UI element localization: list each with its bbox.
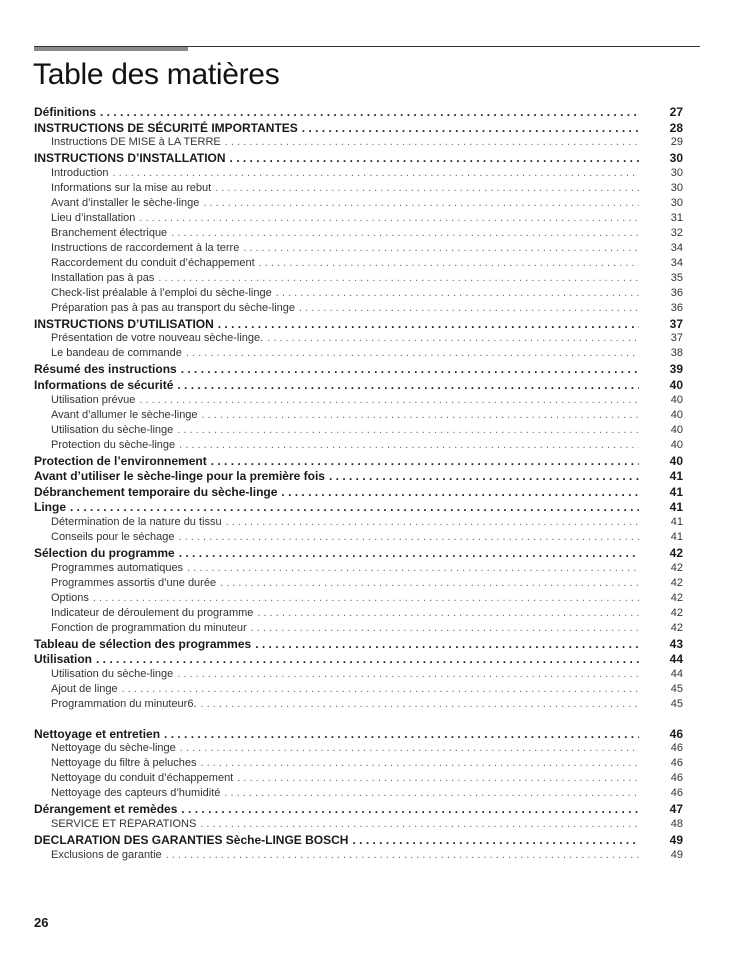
toc-entry-page: 48 (670, 817, 683, 830)
toc-entry-label: Installation pas à pas (51, 271, 155, 284)
toc-entry-page: 47 (669, 802, 683, 817)
toc-entry-label: Avant d’allumer le sèche-linge (51, 408, 198, 421)
toc-entry-page: 31 (670, 211, 683, 224)
toc-entry-page: 41 (669, 500, 683, 515)
toc-entry-page: 41 (670, 530, 683, 543)
toc-entry-page: 40 (670, 438, 683, 451)
dot-leader (255, 637, 639, 651)
dot-leader (201, 757, 639, 769)
toc-subsection-entry[interactable] (34, 516, 683, 531)
toc-entry-page: 30 (670, 181, 683, 194)
dot-leader (201, 698, 639, 710)
toc-entry-label: Nettoyage des capteurs d’humidité (51, 787, 221, 800)
toc-subsection-entry[interactable] (34, 409, 683, 424)
dot-leader (186, 347, 639, 359)
toc-entry-label: Ajout de linge (51, 682, 118, 695)
dot-leader (70, 500, 639, 514)
dot-leader (171, 227, 639, 239)
toc-subsection-entry[interactable] (34, 818, 683, 833)
dot-leader (257, 607, 639, 619)
toc-entry-page: 32 (670, 226, 683, 239)
toc-entry-label: Utilisation du sèche-linge (51, 423, 174, 436)
toc-section-entry[interactable] (34, 485, 683, 501)
toc-entry-page: 46 (669, 726, 683, 741)
toc-entry-label: DECLARATION DES GARANTIES Sèche-LINGE BOSCH (34, 832, 349, 847)
dot-leader (329, 469, 639, 483)
toc-subsection-entry[interactable] (34, 167, 683, 182)
toc-entry-label: Fonction de programmation du minuteur (51, 621, 247, 634)
toc-subsection-entry[interactable] (34, 439, 683, 454)
toc-entry-label: Options (51, 591, 89, 604)
toc-subsection-entry[interactable] (34, 272, 683, 287)
toc-entry-page: 49 (670, 848, 683, 861)
toc-entry-page: 30 (670, 196, 683, 209)
dot-leader (139, 212, 639, 224)
dot-leader (122, 683, 639, 695)
toc-entry-label: INSTRUCTIONS DE SÉCURITÉ IMPORTANTES (34, 120, 298, 135)
dot-leader (164, 727, 639, 741)
toc-entry-page: 42 (670, 576, 683, 589)
toc-entry-label: INSTRUCTIONS D’UTILISATION (34, 316, 214, 331)
dot-leader (202, 409, 639, 421)
toc-entry-label: SERVICE ET RÉPARATIONS (51, 817, 197, 830)
dot-leader (215, 182, 639, 194)
toc-section-entry[interactable] (34, 637, 683, 653)
toc-entry-page: 44 (669, 652, 683, 667)
dot-leader (302, 121, 639, 135)
toc-entry-page: 41 (669, 469, 683, 484)
toc-entry-page: 39 (669, 362, 683, 377)
toc-entry-label: Instructions DE MISE à LA TERRE (51, 136, 221, 149)
dot-leader (243, 242, 639, 254)
toc-entry-label: Linge (34, 500, 66, 515)
toc-entry-page: 41 (669, 484, 683, 499)
toc-entry-page: 34 (670, 241, 683, 254)
toc-subsection-entry[interactable] (34, 212, 683, 227)
dot-leader (276, 287, 639, 299)
dot-leader (180, 742, 639, 754)
dot-leader (200, 818, 639, 830)
toc-subsection-entry[interactable] (34, 757, 683, 772)
toc-subsection-entry[interactable] (34, 394, 683, 409)
dot-leader (112, 167, 639, 179)
dot-leader (187, 562, 639, 574)
toc-entry-page: 46 (670, 757, 683, 770)
dot-leader (179, 439, 639, 451)
toc-entry-label: Informations de sécurité (34, 377, 174, 392)
toc-subsection-entry[interactable] (34, 257, 683, 272)
toc-entry-label: Nettoyage du filtre à peluches (51, 757, 197, 770)
toc-entry-page: 35 (670, 271, 683, 284)
toc-entry-label: Résumé des instructions (34, 362, 177, 377)
toc-entry-label: Sélection du programme (34, 545, 175, 560)
toc-section-entry[interactable] (34, 546, 683, 562)
toc-subsection-entry[interactable] (34, 347, 683, 362)
toc-entry-label: Raccordement du conduit d’échappement (51, 256, 255, 269)
toc-entry-page: 29 (670, 136, 683, 149)
toc-entry-label: Préparation pas à pas au transport du sèche-linge (51, 301, 295, 314)
toc-subsection-entry[interactable] (34, 577, 683, 592)
toc-subsection-entry[interactable] (34, 531, 683, 546)
toc-section-entry[interactable] (34, 469, 683, 485)
toc-section-entry[interactable] (34, 378, 683, 394)
toc-section-entry[interactable] (34, 454, 683, 470)
toc-spacer (34, 713, 683, 727)
toc-entry-label: Programmation du minuteur6. (51, 697, 197, 710)
toc-entry-page: 49 (669, 832, 683, 847)
toc-subsection-entry[interactable] (34, 287, 683, 302)
toc-entry-label: Conseils pour le séchage (51, 530, 175, 543)
toc-entry-page: 42 (670, 591, 683, 604)
toc-section-entry[interactable] (34, 362, 683, 378)
toc-section-entry[interactable] (34, 833, 683, 849)
toc-subsection-entry[interactable] (34, 849, 683, 864)
toc-entry-page: 42 (670, 621, 683, 634)
toc-entry-label: Détermination de la nature du tissu (51, 515, 222, 528)
toc-entry-page: 46 (670, 772, 683, 785)
dot-leader (259, 257, 639, 269)
dot-leader (224, 787, 639, 799)
dot-leader (230, 151, 639, 165)
toc-entry-page: 30 (669, 151, 683, 166)
toc-entry-label: Nettoyage du sèche-linge (51, 742, 176, 755)
dot-leader (166, 849, 639, 861)
dot-leader (96, 652, 639, 666)
toc-entry-label: Lieu d’installation (51, 211, 136, 224)
dot-leader (179, 546, 639, 560)
toc-entry-page: 37 (670, 332, 683, 345)
toc-section-entry[interactable] (34, 317, 683, 333)
toc-entry-label: Débranchement temporaire du sèche-linge (34, 484, 278, 499)
toc-entry-page: 40 (670, 423, 683, 436)
toc-subsection-entry[interactable] (34, 668, 683, 683)
toc-entry-label: Protection du sèche-linge (51, 438, 176, 451)
dot-leader (93, 592, 639, 604)
toc-entry-page: 42 (669, 545, 683, 560)
toc-entry-page: 40 (670, 408, 683, 421)
dot-leader (139, 394, 639, 406)
toc-section-entry[interactable] (34, 105, 683, 121)
dot-leader (220, 577, 639, 589)
toc-subsection-entry[interactable] (34, 136, 683, 151)
toc-entry-label: Instructions de raccordement à la terre (51, 241, 240, 254)
toc-subsection-entry[interactable] (34, 607, 683, 622)
toc-entry-page: 40 (669, 377, 683, 392)
toc-subsection-entry[interactable] (34, 332, 683, 347)
toc-entry-page: 30 (670, 166, 683, 179)
toc-entry-label: Utilisation du sèche-linge (51, 667, 174, 680)
toc-entry-page: 41 (670, 515, 683, 528)
dot-leader (352, 833, 639, 847)
toc-entry-label: Programmes assortis d’une durée (51, 576, 217, 589)
toc-entry-label: Nettoyage du conduit d’échappement (51, 772, 234, 785)
toc-entry-label: Le bandeau de commande (51, 347, 182, 360)
toc-subsection-entry[interactable] (34, 742, 683, 757)
dot-leader (267, 332, 639, 344)
toc-section-entry[interactable] (34, 802, 683, 818)
toc-subsection-entry[interactable] (34, 242, 683, 257)
toc-entry-label: Présentation de votre nouveau sèche-linge. (51, 332, 264, 345)
toc-entry-page: 27 (669, 105, 683, 119)
toc-subsection-entry[interactable] (34, 302, 683, 317)
toc-entry-page: 40 (669, 453, 683, 468)
page-title: Table des matières (33, 58, 280, 91)
dot-leader (299, 302, 639, 314)
toc-entry-label: Définitions (34, 105, 96, 119)
header-accent-bar (34, 47, 188, 51)
toc-section-entry[interactable] (34, 652, 683, 668)
dot-leader (203, 197, 639, 209)
dot-leader (177, 424, 639, 436)
toc-section-entry[interactable] (34, 151, 683, 167)
toc-subsection-entry[interactable] (34, 592, 683, 607)
toc-subsection-entry[interactable] (34, 227, 683, 242)
toc-entry-page: 46 (670, 787, 683, 800)
toc-entry-page: 28 (669, 120, 683, 135)
toc-entry-label: Programmes automatiques (51, 561, 184, 574)
dot-leader (211, 454, 639, 468)
toc-entry-page: 36 (670, 301, 683, 314)
dot-leader (177, 668, 639, 680)
toc-subsection-entry[interactable] (34, 698, 683, 713)
dot-leader (225, 136, 639, 148)
toc-section-entry[interactable] (34, 121, 683, 137)
toc-entry-page: 34 (670, 256, 683, 269)
dot-leader (237, 772, 639, 784)
toc-entry-label: Avant d’utiliser le sèche-linge pour la première fois (34, 469, 325, 484)
toc-section-entry[interactable] (34, 727, 683, 743)
toc-entry-label: Informations sur la mise au rebut (51, 181, 212, 194)
toc-entry-page: 44 (670, 667, 683, 680)
toc-entry-page: 42 (670, 561, 683, 574)
toc-entry-label: Utilisation (34, 652, 93, 667)
toc-entry-page: 40 (670, 393, 683, 406)
toc-entry-page: 38 (670, 347, 683, 360)
toc-entry-label: Indicateur de déroulement du programme (51, 606, 254, 619)
toc-subsection-entry[interactable] (34, 197, 683, 212)
toc-entry-label: INSTRUCTIONS D’INSTALLATION (34, 151, 226, 166)
toc-entry-page: 37 (669, 316, 683, 331)
toc-entry-page: 36 (670, 286, 683, 299)
toc-section-entry[interactable] (34, 500, 683, 516)
toc-entry-page: 43 (669, 636, 683, 651)
toc-subsection-entry[interactable] (34, 787, 683, 802)
dot-leader (218, 317, 639, 331)
toc-entry-label: Introduction (51, 166, 109, 179)
toc-entry-label: Avant d’installer le sèche-linge (51, 196, 200, 209)
dot-leader (179, 531, 639, 543)
toc-entry-label: Tableau de sélection des programmes (34, 636, 252, 651)
dot-leader (226, 516, 639, 528)
toc-subsection-entry[interactable] (34, 562, 683, 577)
toc-subsection-entry[interactable] (34, 622, 683, 637)
toc-subsection-entry[interactable] (34, 182, 683, 197)
dot-leader (181, 362, 639, 376)
table-of-contents (34, 105, 683, 864)
dot-leader (251, 622, 639, 634)
toc-subsection-entry[interactable] (34, 424, 683, 439)
dot-leader (158, 272, 639, 284)
dot-leader (100, 105, 639, 119)
dot-leader (177, 378, 639, 392)
toc-entry-label: Dérangement et remèdes (34, 802, 178, 817)
toc-entry-label: Nettoyage et entretien (34, 726, 161, 741)
dot-leader (281, 485, 639, 499)
toc-entry-label: Check-list préalable à l’emploi du sèche-linge (51, 286, 272, 299)
toc-entry-page: 42 (670, 606, 683, 619)
toc-subsection-entry[interactable] (34, 683, 683, 698)
toc-entry-page: 46 (670, 742, 683, 755)
toc-entry-page: 45 (670, 697, 683, 710)
toc-entry-label: Branchement électrique (51, 226, 168, 239)
toc-subsection-entry[interactable] (34, 772, 683, 787)
page-number: 26 (34, 915, 49, 930)
toc-entry-label: Utilisation prévue (51, 393, 136, 406)
dot-leader (181, 802, 639, 816)
toc-entry-label: Exclusions de garantie (51, 848, 162, 861)
toc-entry-label: Protection de l’environnement (34, 453, 207, 468)
toc-entry-page: 45 (670, 682, 683, 695)
